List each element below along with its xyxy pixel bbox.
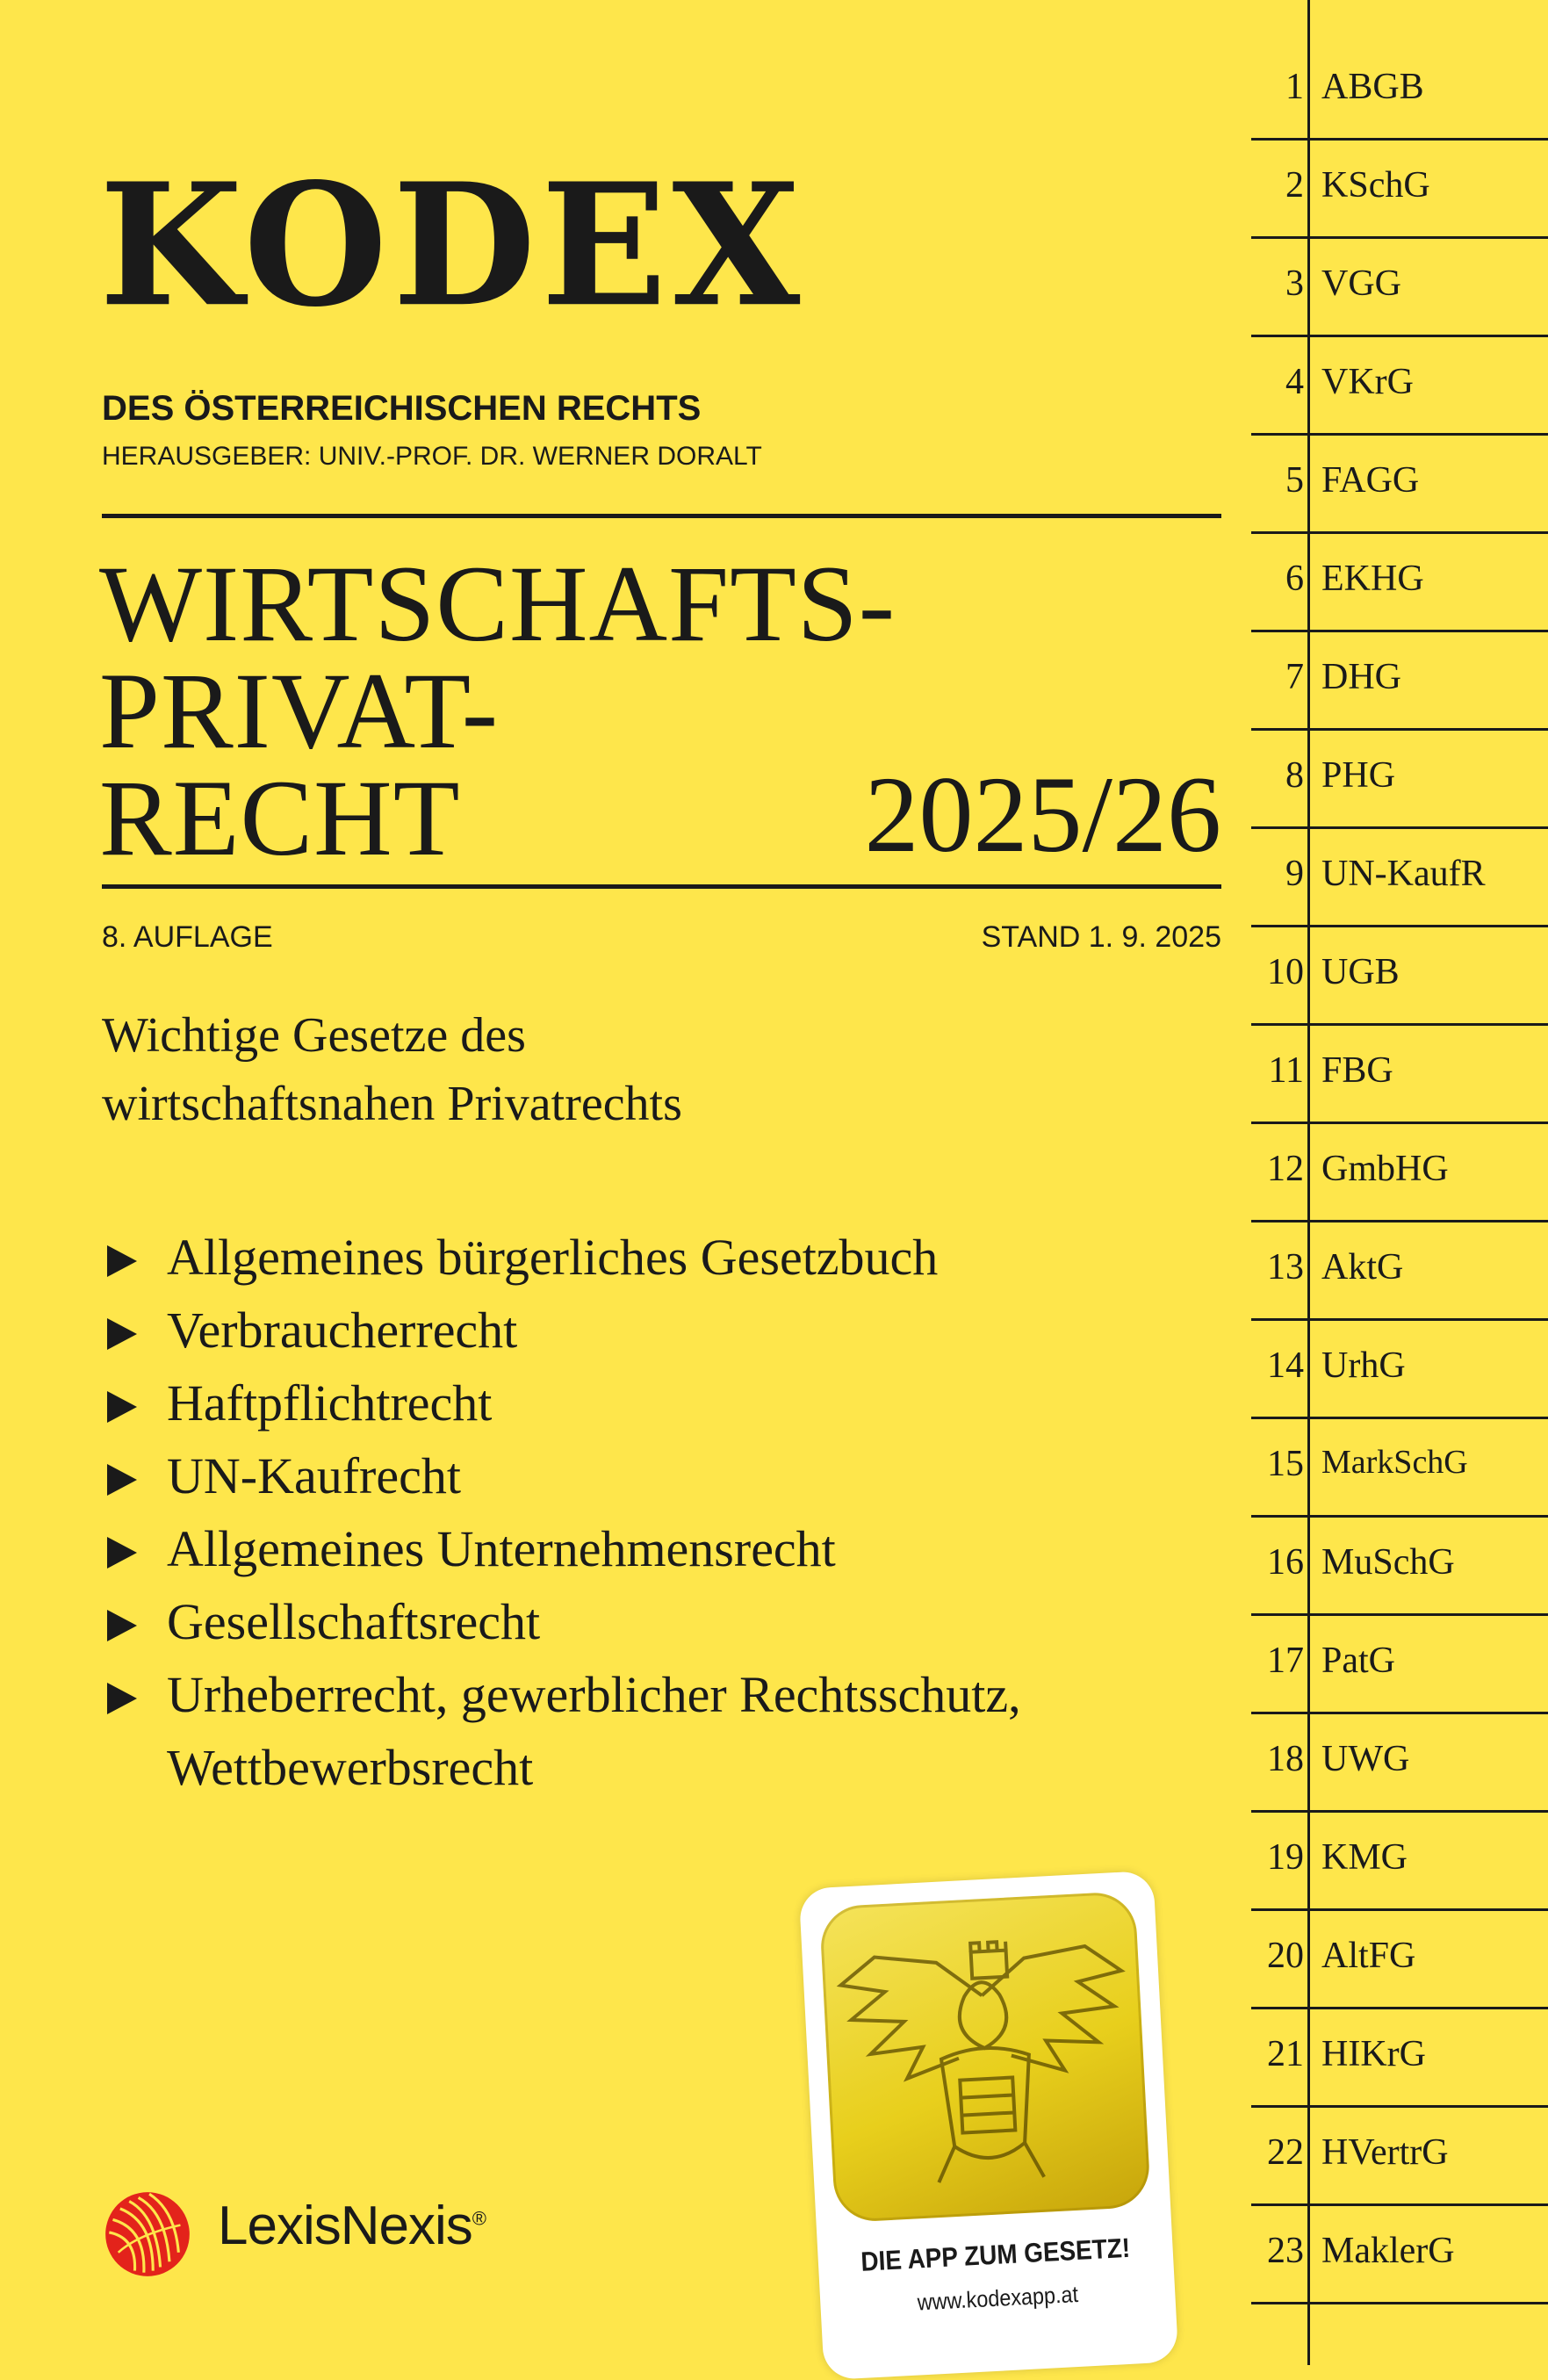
tab-abbreviation: PatG (1321, 1641, 1395, 1681)
tab-number: 11 (1268, 1050, 1304, 1091)
triangle-bullet-icon (107, 1683, 137, 1714)
topic-item: Allgemeines Unternehmensrecht (102, 1512, 1199, 1585)
tab-number: 3 (1285, 263, 1304, 304)
brand-title: KODEX (99, 146, 806, 345)
register-tab[interactable] (1251, 436, 1548, 534)
publisher-logo (102, 2187, 594, 2266)
tab-abbreviation: HVertrG (1321, 2132, 1449, 2173)
tab-abbreviation: VKrG (1321, 362, 1414, 402)
tab-number: 18 (1267, 1739, 1304, 1779)
tab-number: 2 (1285, 165, 1304, 206)
topic-item: Allgemeines bürgerliches Gesetzbuch (102, 1221, 1199, 1294)
register-tab[interactable] (1251, 1321, 1548, 1419)
tab-number: 5 (1285, 460, 1304, 501)
register-tab[interactable] (1251, 1222, 1548, 1321)
topic-item: Haftpflichtrecht (102, 1367, 1199, 1439)
tab-number: 10 (1267, 952, 1304, 992)
register-tab[interactable] (1251, 731, 1548, 829)
triangle-bullet-icon (107, 1464, 137, 1496)
register-tab[interactable] (1251, 632, 1548, 731)
topic-item: Gesellschaftsrecht (102, 1585, 1199, 1658)
tab-number: 19 (1267, 1837, 1304, 1878)
tab-abbreviation: MuSchG (1321, 1542, 1455, 1583)
tab-number: 16 (1267, 1542, 1304, 1583)
tab-number: 22 (1267, 2132, 1304, 2173)
description-line-1: Wichtige Gesetze des (102, 1008, 526, 1063)
tab-abbreviation: DHG (1321, 657, 1401, 697)
tab-number: 13 (1267, 1247, 1304, 1287)
tab-number: 14 (1267, 1345, 1304, 1386)
register-tab[interactable] (1251, 141, 1548, 239)
tab-abbreviation: UN-KaufR (1321, 854, 1486, 894)
tab-number: 15 (1267, 1444, 1304, 1484)
register-tab[interactable] (1251, 1518, 1548, 1616)
description (102, 1001, 1068, 1138)
bottom-rule (102, 884, 1221, 889)
publisher-name: LexisNexis® (218, 2196, 486, 2256)
tab-number: 7 (1285, 657, 1304, 697)
register-tab[interactable] (1251, 534, 1548, 632)
tab-abbreviation: PHG (1321, 755, 1396, 796)
editor-line: HERAUSGEBER: UNIV.-PROF. DR. WERNER DORALT (102, 442, 762, 471)
book-title-line-2: PRIVAT- (99, 651, 499, 771)
topic-item: Urheberrecht, gewerblicher Rechtsschutz, Wettbewerbsrecht (102, 1658, 1199, 1804)
app-url-link[interactable]: www.kodexapp.at (916, 2280, 1079, 2316)
register-tab[interactable] (1251, 1714, 1548, 1813)
edition-label: 8. AUFLAGE (102, 920, 273, 954)
tab-abbreviation: AktG (1321, 1247, 1404, 1287)
tab-abbreviation: MarkSchG (1321, 1444, 1468, 1481)
register-tab[interactable] (1251, 42, 1548, 141)
edition-year: 2025/26 (864, 754, 1221, 875)
register-tab[interactable] (1251, 337, 1548, 436)
tab-abbreviation: MaklerG (1321, 2231, 1455, 2271)
app-promo-card[interactable] (799, 1871, 1179, 2380)
top-rule (102, 514, 1221, 518)
description-line-2: wirtschaftsnahen Privatrechts (102, 1077, 682, 1131)
triangle-bullet-icon (107, 1318, 137, 1350)
register-tab[interactable] (1251, 1419, 1548, 1518)
register-tab[interactable] (1251, 1813, 1548, 1911)
app-cta-text: DIE APP ZUM GESETZ! (860, 2232, 1131, 2277)
tab-number: 8 (1285, 755, 1304, 796)
tab-number: 21 (1267, 2034, 1304, 2074)
register-tab[interactable] (1251, 1026, 1548, 1124)
register-tab[interactable] (1251, 2206, 1548, 2304)
austrian-eagle-icon (819, 1891, 1151, 2223)
triangle-bullet-icon (107, 1537, 137, 1569)
tab-abbreviation: FBG (1321, 1050, 1393, 1091)
register-tab[interactable] (1251, 1911, 1548, 2009)
series-subtitle: DES ÖSTERREICHISCHEN RECHTS (102, 389, 702, 428)
topics-list (102, 1221, 1199, 1804)
book-title-line-1: WIRTSCHAFTS- (99, 544, 896, 664)
tab-abbreviation: UGB (1321, 952, 1400, 992)
tab-abbreviation: VGG (1321, 263, 1401, 304)
register-tab[interactable] (1251, 2009, 1548, 2108)
tab-abbreviation: KMG (1321, 1837, 1408, 1878)
status-date: STAND 1. 9. 2025 (981, 920, 1221, 954)
tab-number: 9 (1285, 854, 1304, 894)
register-tab[interactable] (1251, 927, 1548, 1026)
tab-abbreviation: UrhG (1321, 1345, 1406, 1386)
register-tab[interactable] (1251, 239, 1548, 337)
tab-number: 17 (1267, 1641, 1304, 1681)
tab-abbreviation: EKHG (1321, 559, 1424, 599)
tab-number: 12 (1267, 1149, 1304, 1189)
triangle-bullet-icon (107, 1245, 137, 1277)
tab-abbreviation: HIKrG (1321, 2034, 1426, 2074)
tab-abbreviation: AltFG (1321, 1936, 1416, 1976)
topic-item: Verbraucherrecht (102, 1294, 1199, 1367)
tab-abbreviation: KSchG (1321, 165, 1430, 206)
tab-number: 4 (1285, 362, 1304, 402)
topic-item: UN-Kaufrecht (102, 1439, 1199, 1512)
eagle-icon (819, 1891, 1151, 2223)
tab-number: 6 (1285, 559, 1304, 599)
triangle-bullet-icon (107, 1391, 137, 1423)
tab-abbreviation: ABGB (1321, 67, 1424, 107)
tab-number: 23 (1267, 2231, 1304, 2271)
tab-number: 1 (1285, 67, 1304, 107)
triangle-bullet-icon (107, 1610, 137, 1641)
register-tab[interactable] (1251, 829, 1548, 927)
tab-abbreviation: UWG (1321, 1739, 1410, 1779)
lexisnexis-globe-icon (102, 2189, 193, 2280)
register-tab[interactable] (1251, 1124, 1548, 1222)
register-tab[interactable] (1251, 1616, 1548, 1714)
register-tab[interactable] (1251, 2108, 1548, 2206)
register-tabs (1251, 42, 1548, 2304)
tab-abbreviation: GmbHG (1321, 1149, 1449, 1189)
tab-abbreviation: FAGG (1321, 460, 1420, 501)
book-title-line-3: RECHT (99, 758, 461, 878)
tab-number: 20 (1267, 1936, 1304, 1976)
